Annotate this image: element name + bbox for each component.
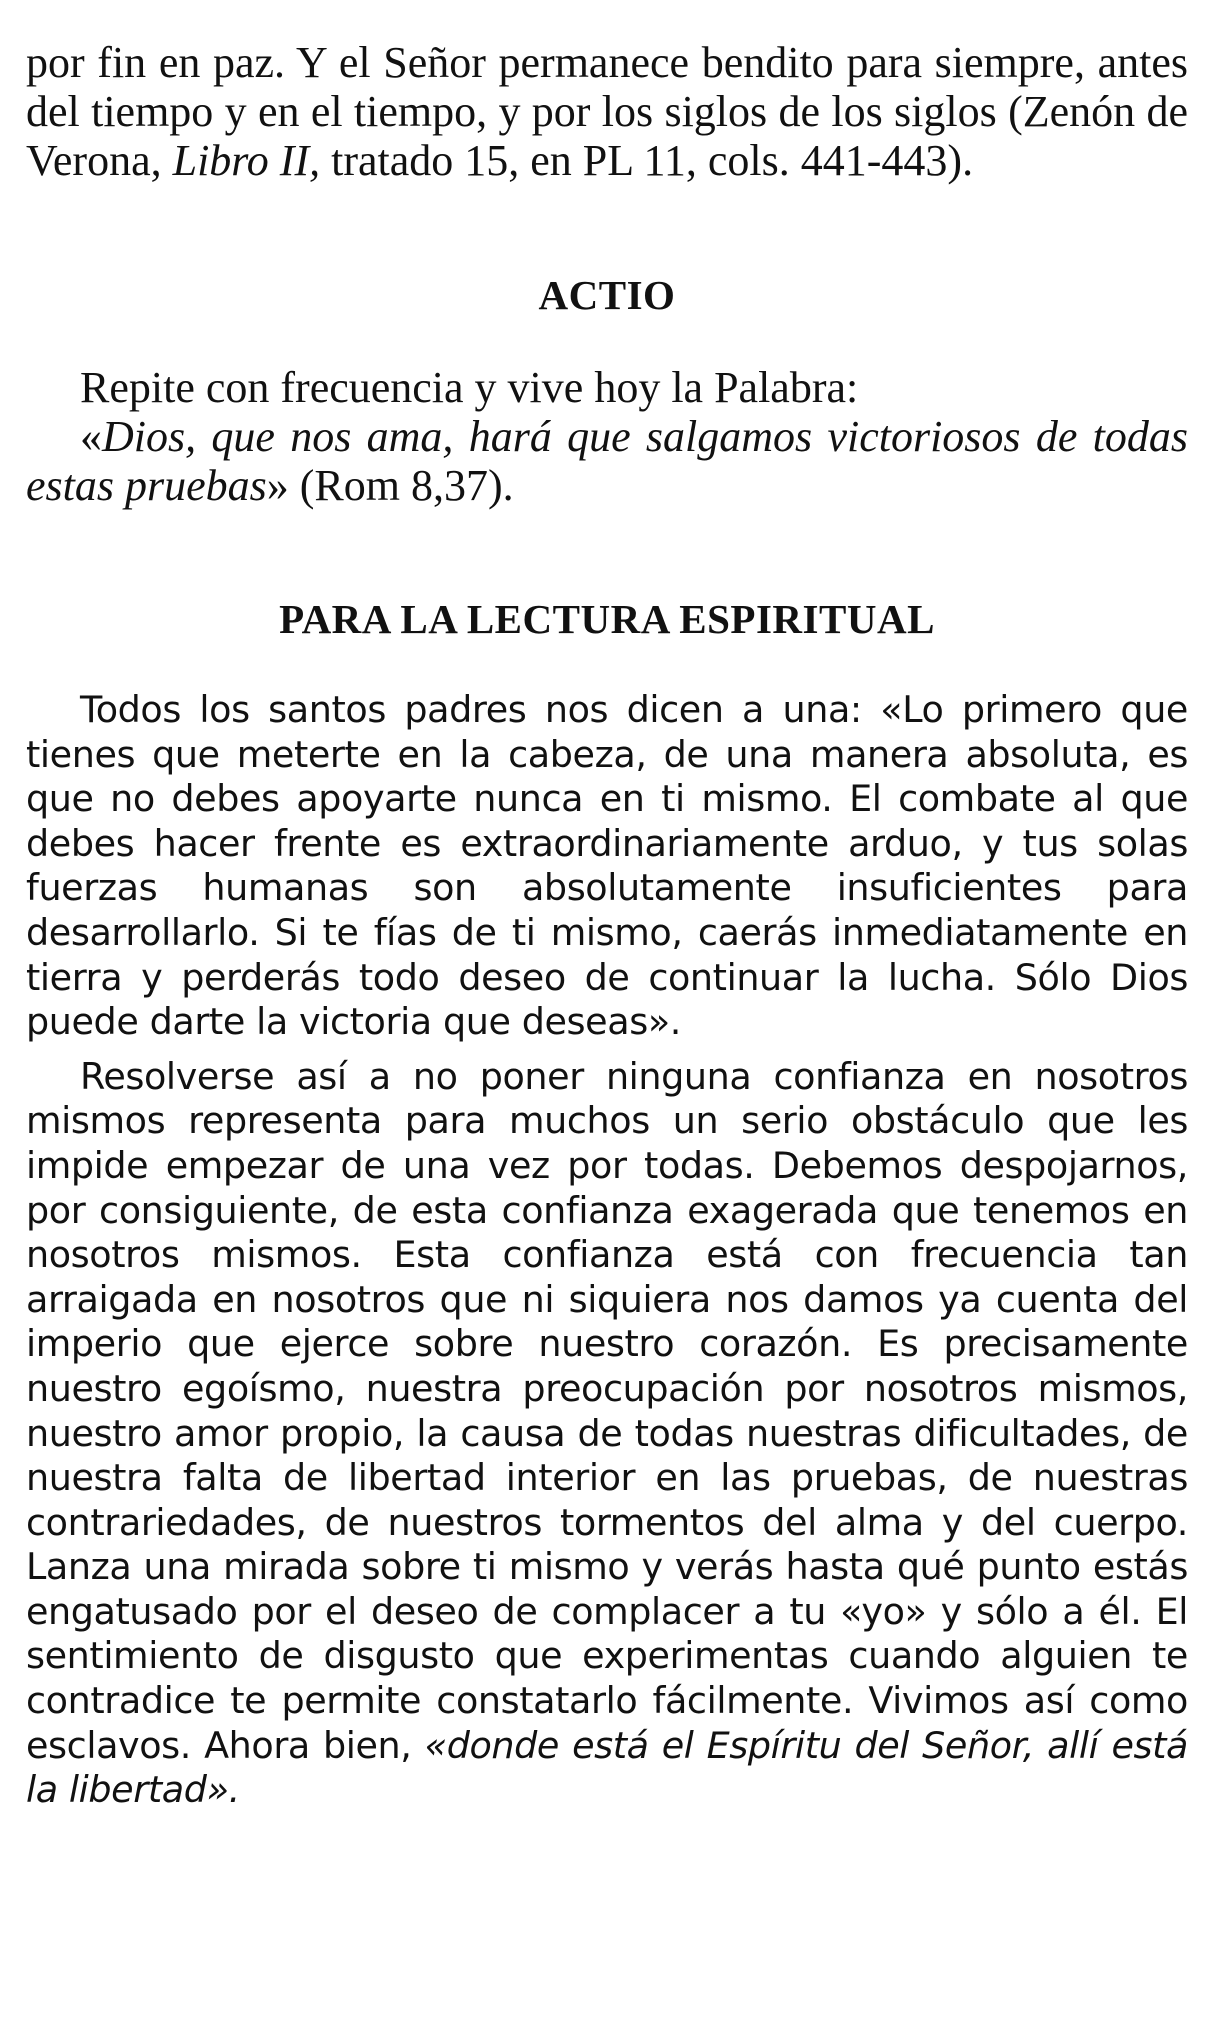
actio-quote-reference: » (Rom 8,37). [266, 461, 514, 510]
actio-quote [26, 412, 1188, 510]
intro-book-title: Libro II, [172, 136, 321, 185]
actio-section [26, 363, 1188, 510]
intro-paragraph [26, 38, 1188, 185]
lectura-section [26, 688, 1188, 1813]
lectura-paragraph-2 [26, 1055, 1188, 1813]
book-page [26, 38, 1188, 1813]
actio-instruction: Repite con frecuencia y vive hoy la Palabra: [80, 363, 859, 412]
lectura-heading: PARA LA LECTURA ESPIRITUAL [279, 596, 935, 642]
intro-section [26, 38, 1188, 185]
intro-text: por fin en paz. Y el Señor permanece bendito para siempre, antes del tiempo y en el tiempo, y por los siglos de los siglos (Zenón de Verona, [26, 38, 1188, 185]
actio-quote-open: « [80, 412, 102, 461]
lectura-paragraph-1: Todos los santos padres nos dicen a una: «Lo primero que tienes que meterte en la cabeza, de una manera absoluta, es que no debes apoyarte nunca en ti mismo. El combate al que debes hacer frente es extraordinariamente arduo, y tus solas fuerzas humanas son absolutamente insuficientes para desarrollarlo. Si te fías de ti mismo, caerás inmediatamente en tierra y perderás todo deseo de continuar la lucha. Sólo Dios puede darte la victoria que deseas». [26, 688, 1188, 1044]
lectura-closing-quote: «donde está el Espíritu del Señor, allí está la libertad». [26, 1723, 1189, 1812]
actio-quote-text: Dios, que nos ama, hará que salgamos victoriosos de todas estas pruebas [26, 412, 1188, 510]
actio-heading: ACTIO [538, 272, 676, 318]
lectura-paragraph-2-text: Resolverse así a no poner ninguna confianza en nosotros mismos representa para muchos un serio obstáculo que les impide empezar de una vez por todas. Debemos despojarnos, por consiguiente, de esta confianza exagerada que tenemos en nosotros mismos. Esta confianza está con frecuencia tan arraigada en nosotros que ni siquiera nos damos ya cuenta del imperio que ejerce sobre nuestro corazón. Es precisamente nuestro egoísmo, nuestra preocupación por nosotros mismos, nuestro amor propio, la causa de todas nuestras dificultades, de nuestra falta de libertad interior en las pruebas, de nuestras contrariedades, de nuestros tormentos del alma y del cuerpo. Lanza una mirada sobre ti mismo y verás hasta qué punto estás engatusado por el deseo de complacer a tu «yo» y sólo a él. El sentimiento de disgusto que experimentas cuando alguien te contradice te permite constatarlo fácilmente. Vivimos así como esclavos. Ahora bien, [26, 1054, 1188, 1767]
intro-citation: tratado 15, en PL 11, cols. 441-443). [320, 136, 974, 185]
